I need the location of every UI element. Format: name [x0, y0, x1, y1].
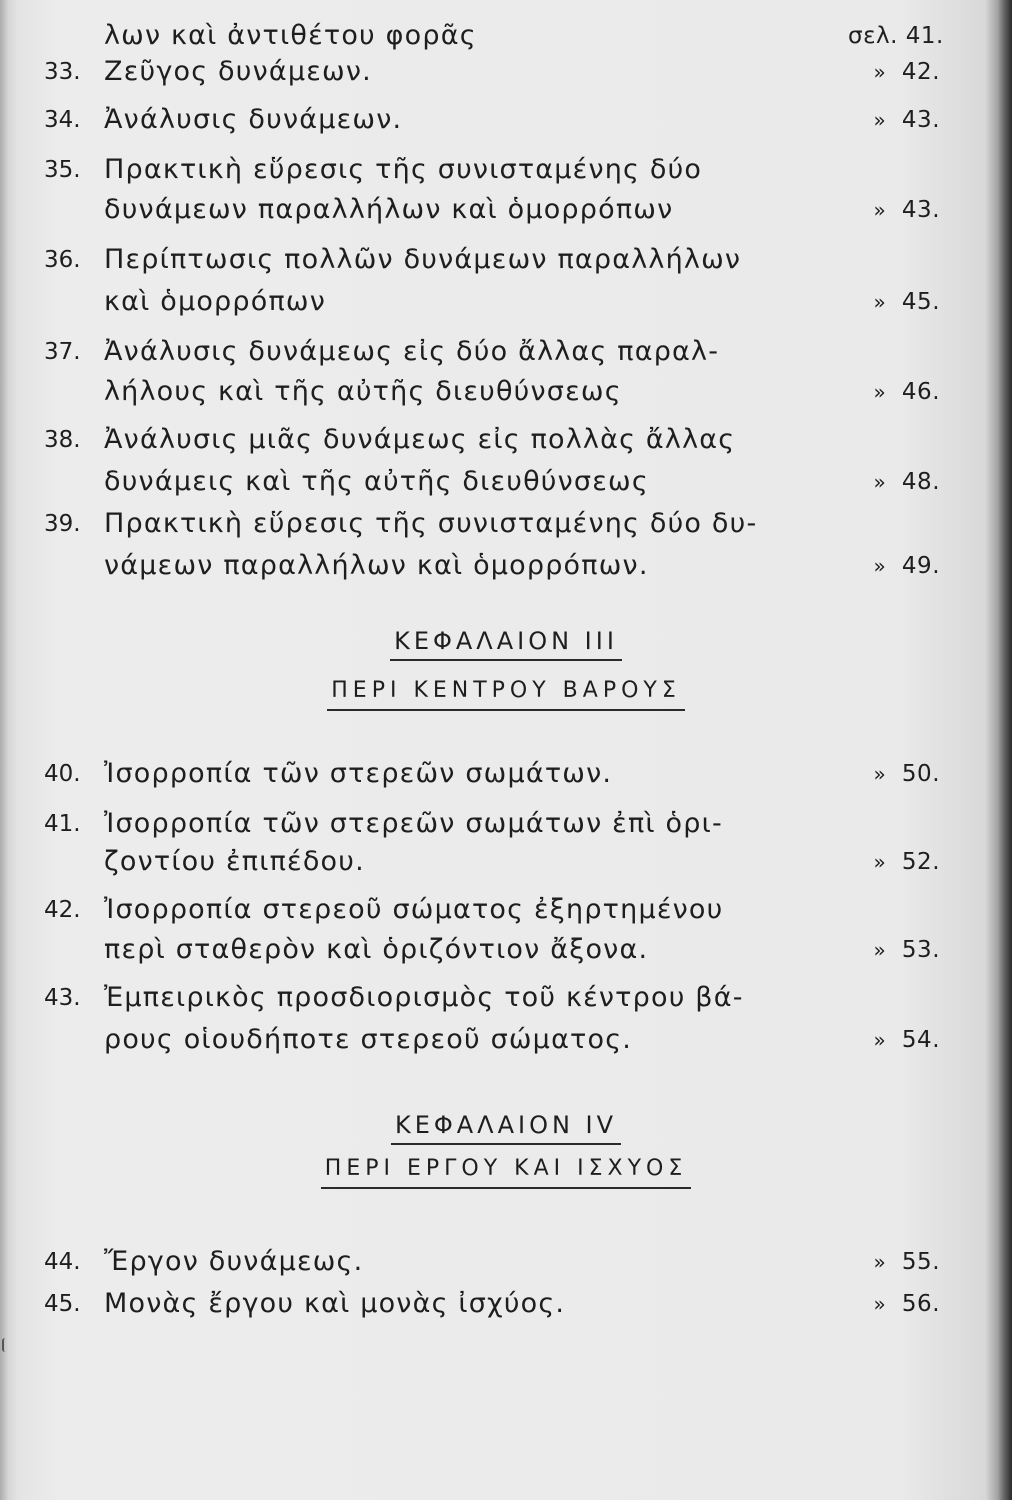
entry-number: 43. — [44, 985, 81, 1011]
entry-title: Ἰσορροπία τῶν στερεῶν σωμάτων ἐπὶ ὁρι- — [104, 808, 723, 839]
page-number: 52. — [901, 849, 940, 875]
entry-number: 44. — [44, 1249, 81, 1275]
entry-page — [848, 840, 940, 884]
entry-number: 36. — [44, 247, 81, 273]
ditto-mark: » — [873, 1250, 887, 1274]
toc-line — [0, 888, 1012, 932]
entry-page — [848, 370, 940, 414]
toc-line — [0, 1282, 1012, 1326]
toc-line — [0, 98, 1012, 142]
entry-number: 33. — [44, 59, 81, 85]
entry-number: 35. — [44, 157, 81, 183]
entry-title: Ἐμπειρικὸς προσδιορισμὸς τοῦ κέντρου βά- — [104, 982, 744, 1013]
toc-line — [0, 188, 1012, 232]
entry-number: 37. — [44, 339, 81, 365]
ditto-mark: » — [873, 108, 887, 132]
ditto-mark: » — [873, 380, 887, 404]
chapter-title — [0, 1108, 1012, 1145]
entry-title: καὶ ὁμορρόπων — [104, 286, 326, 317]
toc-line — [0, 460, 1012, 504]
entry-title: Πρακτικὴ εὕρεσις τῆς συνισταμένης δύο δυ- — [104, 508, 758, 539]
entry-page — [848, 1018, 940, 1062]
entry-page — [848, 752, 940, 796]
chapter-subtitle — [0, 674, 1012, 711]
entry-title: Ἀνάλυσις δυνάμεως εἰς δύο ἄλλας παραλ- — [104, 336, 720, 367]
page-number: σελ. 41. — [848, 23, 944, 49]
toc-line — [0, 928, 1012, 972]
binding-mark — [2, 1338, 10, 1352]
toc-line — [0, 544, 1012, 588]
page-number: 53. — [901, 937, 940, 963]
entry-title: ρους οἱουδήποτε στερεοῦ σώματος. — [104, 1024, 633, 1055]
entry-page — [848, 544, 940, 588]
ditto-mark: » — [873, 762, 887, 786]
page-number: 43. — [901, 197, 940, 223]
entry-page — [848, 928, 940, 972]
entry-title: Ἀνάλυσις δυνάμεων. — [104, 104, 403, 135]
entry-page — [848, 98, 940, 142]
page-number: 45. — [901, 289, 940, 315]
chapter-subtitle-text: ΠΕΡΙ ΕΡΓΟΥ ΚΑΙ ΙΣΧΥΟΣ — [321, 1152, 691, 1189]
entry-number: 39. — [44, 511, 81, 537]
entry-title: Ζεῦγος δυνάμεων. — [104, 56, 372, 87]
page-number: 42. — [901, 59, 940, 85]
entry-title: Μονὰς ἔργου καὶ μονὰς ἰσχύος. — [104, 1288, 566, 1319]
entry-page — [848, 1282, 940, 1326]
toc-line — [0, 330, 1012, 374]
chapter-subtitle — [0, 1152, 1012, 1189]
toc-line — [0, 1240, 1012, 1284]
entry-number: 41. — [44, 811, 81, 837]
entry-number: 42. — [44, 897, 81, 923]
entry-page — [848, 188, 940, 232]
entry-number: 34. — [44, 107, 81, 133]
toc-line — [0, 1018, 1012, 1062]
page-number: 43. — [901, 107, 940, 133]
entry-title: Ἀνάλυσις μιᾶς δυνάμεως εἰς πολλὰς ἄλλας — [104, 424, 736, 455]
chapter-title-text: ΚΕΦΑΛΑΙΟΝ ΙV — [391, 1108, 621, 1145]
chapter-title — [0, 624, 1012, 661]
toc-line — [0, 976, 1012, 1020]
chapter-title-text: ΚΕΦΑΛΑΙΟΝ ΙΙΙ — [390, 624, 622, 661]
chapter-subtitle-text: ΠΕΡΙ ΚΕΝΤΡΟΥ ΒΑΡΟΥΣ — [327, 674, 685, 711]
entry-number: 38. — [44, 427, 81, 453]
page-number: 50. — [901, 761, 940, 787]
entry-title: Πρακτικὴ εὕρεσις τῆς συνισταμένης δύο — [104, 154, 703, 185]
toc-line — [0, 840, 1012, 884]
ditto-mark: » — [873, 850, 887, 874]
ditto-mark: » — [873, 1292, 887, 1316]
entry-title: περὶ σταθερὸν καὶ ὁριζόντιον ἄξονα. — [104, 934, 649, 965]
toc-line — [0, 50, 1012, 94]
entry-title: Περίπτωσις πολλῶν δυνάμεων παραλλήλων — [104, 244, 742, 275]
toc-line — [0, 752, 1012, 796]
ditto-mark: » — [873, 198, 887, 222]
ditto-mark: » — [873, 470, 887, 494]
entry-title: λων καὶ ἀντιθέτου φορᾶς — [104, 20, 477, 51]
entry-page — [848, 1240, 940, 1284]
entry-page — [848, 50, 940, 94]
toc-line — [0, 148, 1012, 192]
entry-number: 45. — [44, 1291, 81, 1317]
toc-line — [0, 238, 1012, 282]
entry-title: δυνάμεων παραλλήλων καὶ ὁμορρόπων — [104, 194, 674, 225]
page-number: 54. — [901, 1027, 940, 1053]
toc-line — [0, 502, 1012, 546]
ditto-mark: » — [873, 1028, 887, 1052]
page-number: 56. — [901, 1291, 940, 1317]
entry-title: νάμεων παραλλήλων καὶ ὁμορρόπων. — [104, 550, 649, 581]
toc-line — [0, 370, 1012, 414]
entry-page — [848, 460, 940, 504]
page-number: 55. — [901, 1249, 940, 1275]
entry-number: 40. — [44, 761, 81, 787]
entry-title: ζοντίου ἐπιπέδου. — [104, 846, 365, 877]
toc-line — [0, 280, 1012, 324]
ditto-mark: » — [873, 290, 887, 314]
ditto-mark: » — [873, 938, 887, 962]
ditto-mark: » — [873, 60, 887, 84]
entry-title: λήλους καὶ τῆς αὐτῆς διευθύνσεως — [104, 376, 622, 407]
entry-title: δυνάμεις καὶ τῆς αὐτῆς διευθύνσεως — [104, 466, 649, 497]
page-number: 46. — [901, 379, 940, 405]
entry-title: Ἰσορροπία στερεοῦ σώματος ἐξηρτημένου — [104, 894, 724, 925]
page-number: 48. — [901, 469, 940, 495]
entry-title: Ἰσορροπία τῶν στερεῶν σωμάτων. — [104, 758, 613, 789]
entry-page — [848, 280, 940, 324]
ditto-mark: » — [873, 554, 887, 578]
page-number: 49. — [901, 553, 940, 579]
toc-line — [0, 418, 1012, 462]
entry-title: Ἔργον δυνάμεως. — [104, 1246, 364, 1277]
